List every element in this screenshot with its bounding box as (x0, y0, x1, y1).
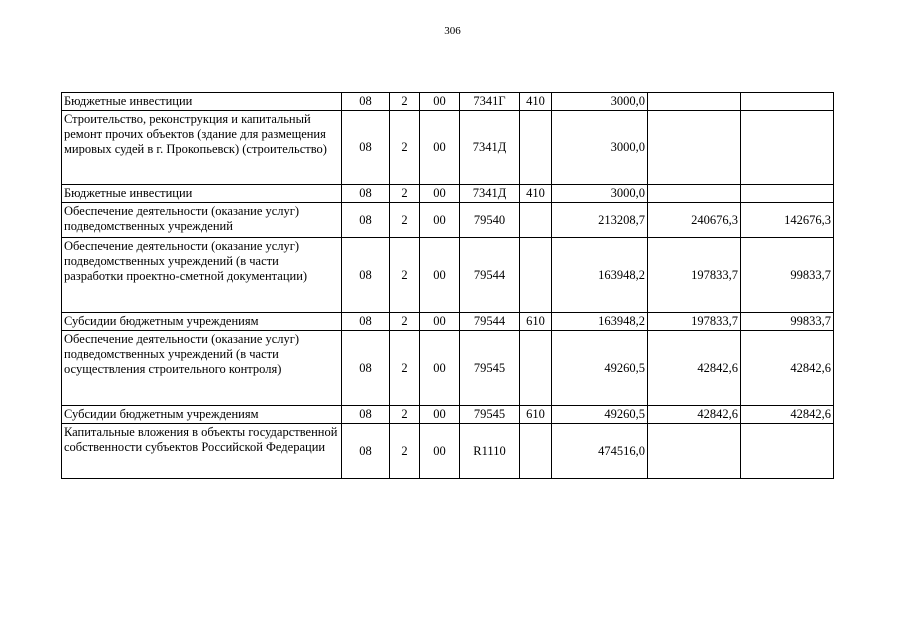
row-subsection: 2 (390, 238, 420, 313)
row-amount-2: 42842,6 (648, 406, 741, 424)
row-amount-2: 240676,3 (648, 203, 741, 238)
row-amount-2 (648, 111, 741, 185)
row-amount-3 (741, 185, 834, 203)
row-subsection: 2 (390, 331, 420, 406)
page-number: 306 (444, 25, 461, 37)
row-section: 08 (342, 238, 390, 313)
row-subsection: 2 (390, 406, 420, 424)
row-amount-3 (741, 111, 834, 185)
table-row (62, 203, 834, 238)
table-row (62, 313, 834, 331)
row-target-code: 7341Д (460, 185, 520, 203)
row-program: 00 (420, 406, 460, 424)
row-expense-type: 410 (520, 185, 552, 203)
row-subsection: 2 (390, 111, 420, 185)
row-target-code: 79544 (460, 313, 520, 331)
row-amount-3 (741, 93, 834, 111)
row-amount-3: 42842,6 (741, 406, 834, 424)
row-target-code: 79545 (460, 406, 520, 424)
row-program: 00 (420, 203, 460, 238)
row-amount-3: 99833,7 (741, 313, 834, 331)
row-program: 00 (420, 93, 460, 111)
table-row (62, 238, 834, 313)
row-amount-1: 163948,2 (552, 238, 648, 313)
row-amount-2: 197833,7 (648, 238, 741, 313)
row-section: 08 (342, 406, 390, 424)
row-subsection: 2 (390, 185, 420, 203)
table-row (62, 93, 834, 111)
row-program: 00 (420, 111, 460, 185)
row-expense-type: 610 (520, 313, 552, 331)
row-amount-1: 3000,0 (552, 111, 648, 185)
row-name: Субсидии бюджетным учреждениям (62, 406, 342, 424)
row-amount-1: 49260,5 (552, 331, 648, 406)
row-expense-type (520, 111, 552, 185)
row-expense-type (520, 331, 552, 406)
row-amount-3 (741, 424, 834, 479)
row-target-code: 79540 (460, 203, 520, 238)
row-program: 00 (420, 331, 460, 406)
row-amount-2: 42842,6 (648, 331, 741, 406)
table-row (62, 331, 834, 406)
row-target-code: 7341Д (460, 111, 520, 185)
row-target-code: 7341Г (460, 93, 520, 111)
row-amount-1: 163948,2 (552, 313, 648, 331)
row-target-code: 79545 (460, 331, 520, 406)
row-amount-2: 197833,7 (648, 313, 741, 331)
row-name: Субсидии бюджетным учреждениям (62, 313, 342, 331)
table-row (62, 424, 834, 479)
row-name: Обеспечение деятельности (оказание услуг) подведомственных учреждений (в части разработки проектно-сметной документации) (62, 238, 342, 313)
row-amount-1: 3000,0 (552, 185, 648, 203)
row-section: 08 (342, 424, 390, 479)
row-program: 00 (420, 424, 460, 479)
table-row (62, 406, 834, 424)
row-section: 08 (342, 313, 390, 331)
row-amount-1: 474516,0 (552, 424, 648, 479)
row-expense-type: 610 (520, 406, 552, 424)
row-amount-2 (648, 185, 741, 203)
row-subsection: 2 (390, 424, 420, 479)
row-name: Строительство, реконструкция и капитальный ремонт прочих объектов (здание для размещения мировых судей в г. Прокопьевск) (строительство) (62, 111, 342, 185)
row-name: Капитальные вложения в объекты государственной собственности субъектов Российской Федерации (62, 424, 342, 479)
table-row (62, 111, 834, 185)
row-subsection: 2 (390, 203, 420, 238)
row-expense-type: 410 (520, 93, 552, 111)
row-section: 08 (342, 331, 390, 406)
row-amount-2 (648, 424, 741, 479)
row-name: Обеспечение деятельности (оказание услуг) подведомственных учреждений (в части осуществления строительного контроля) (62, 331, 342, 406)
row-amount-2 (648, 93, 741, 111)
row-target-code: 79544 (460, 238, 520, 313)
row-subsection: 2 (390, 93, 420, 111)
row-name: Бюджетные инвестиции (62, 185, 342, 203)
row-section: 08 (342, 203, 390, 238)
row-amount-1: 49260,5 (552, 406, 648, 424)
row-amount-1: 3000,0 (552, 93, 648, 111)
row-section: 08 (342, 93, 390, 111)
row-subsection: 2 (390, 313, 420, 331)
row-amount-3: 42842,6 (741, 331, 834, 406)
row-name: Бюджетные инвестиции (62, 93, 342, 111)
row-program: 00 (420, 313, 460, 331)
row-expense-type (520, 424, 552, 479)
row-section: 08 (342, 185, 390, 203)
row-amount-1: 213208,7 (552, 203, 648, 238)
row-name: Обеспечение деятельности (оказание услуг) подведомственных учреждений (62, 203, 342, 238)
row-section: 08 (342, 111, 390, 185)
budget-table (61, 92, 834, 479)
row-target-code: R1110 (460, 424, 520, 479)
row-expense-type (520, 203, 552, 238)
row-program: 00 (420, 185, 460, 203)
row-expense-type (520, 238, 552, 313)
row-program: 00 (420, 238, 460, 313)
row-amount-3: 142676,3 (741, 203, 834, 238)
row-amount-3: 99833,7 (741, 238, 834, 313)
table-row (62, 185, 834, 203)
